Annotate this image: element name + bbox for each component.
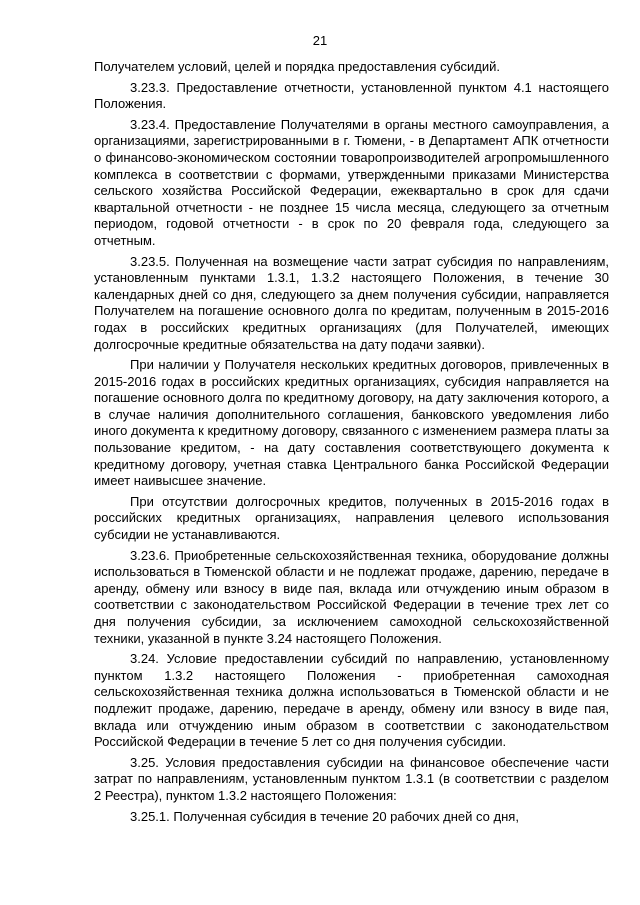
paragraph: 3.25. Условия предоставления субсидии на финансовое обеспечение части затрат по направлениям, установленным пунктом 1.3.1 (в соответствии с разделом 2 Реестра), пунктом 1.3.2 настоящего Положения:	[94, 754, 609, 803]
paragraph: 3.25.1. Полученная субсидия в течение 20 рабочих дней со дня,	[130, 808, 519, 824]
paragraph: Получателем условий, целей и порядка предоставления субсидий.	[94, 59, 500, 74]
paragraph: 3.23.4. Предоставление Получателями в органы местного самоуправления, а организациями, зарегистрированными в г. Тюмени, - в Департамент АПК отчетности о финансово-экономическом состоянии товаропроизводителей агропромышленного комплекса в соответствии с формами, утвержденными приказами Министерства сельского хозяйства Российской Федерации, ежеквартально в срок для сдачи квартальной отчетности - не позднее 15 числа месяца, следующего за отчетным периодом, годовой отчетности - в срок по 20 февраля года, следующего за отчетным.	[94, 116, 609, 248]
paragraph: 3.23.6. Приобретенные сельскохозяйственная техника, оборудование должны использоваться в Тюменской области и не подлежат продаже, дарению, передаче в аренду, обмену или взносу в виде пая, вклада или отчуждению иным образом в соответствии с законодательством Российской Федерации в течение трех лет со дня получения субсидии, за исключением самоходной сельскохозяйственной техники, указанной в пункте 3.24 настоящего Положения.	[94, 547, 609, 646]
paragraph: 3.24. Условие предоставлении субсидий по направлению, установленному пунктом 1.3.2 настоящего Положения - приобретенная самоходная сельскохозяйственная техника должна использоваться в Тюменской области и не подлежит продаже, дарению, передаче в аренду, обмену или взносу в виде пая, вклада или отчуждению иным образом в соответствии с законодательством Российской Федерации в течение 5 лет со дня получения субсидии.	[94, 651, 609, 750]
paragraph: 3.23.5. Полученная на возмещение части затрат субсидия по направлениям, установленным пунктами 1.3.1, 1.3.2 настоящего Положения, в течение 30 календарных дней со дня, следующего за днем получения субсидии, направляется Получателем на погашение основного долга по кредитам, полученным в 2015-2016 годах в российских кредитных организациях (для Получателей, имеющих долгосрочные кредитные обязательства на дату подачи заявки).	[94, 253, 609, 352]
paragraph: При наличии у Получателя нескольких кредитных договоров, привлеченных в 2015-2016 годах в российских кредитных организациях, субсидия направляется на погашение основного долга по кредитному договору, на дату заключения которого, а в случае наличия дополнительного соглашения, банковского уведомления либо иного документа к кредитному договору, связанного с изменением размера платы за пользование кредитом, - на дату составления соответствующего документа к кредитному договору, учетная ставка Центрального банка Российской Федерации имеет наивысшее значение.	[94, 357, 609, 489]
paragraph: 3.23.3. Предоставление отчетности, установленной пунктом 4.1 настоящего Положения.	[94, 79, 609, 112]
page-number: 21	[312, 33, 328, 48]
document-body	[94, 59, 609, 825]
paragraph: При отсутствии долгосрочных кредитов, полученных в 2015-2016 годах в российских кредитных организациях, направления целевого использования субсидии не устанавливаются.	[94, 493, 609, 543]
